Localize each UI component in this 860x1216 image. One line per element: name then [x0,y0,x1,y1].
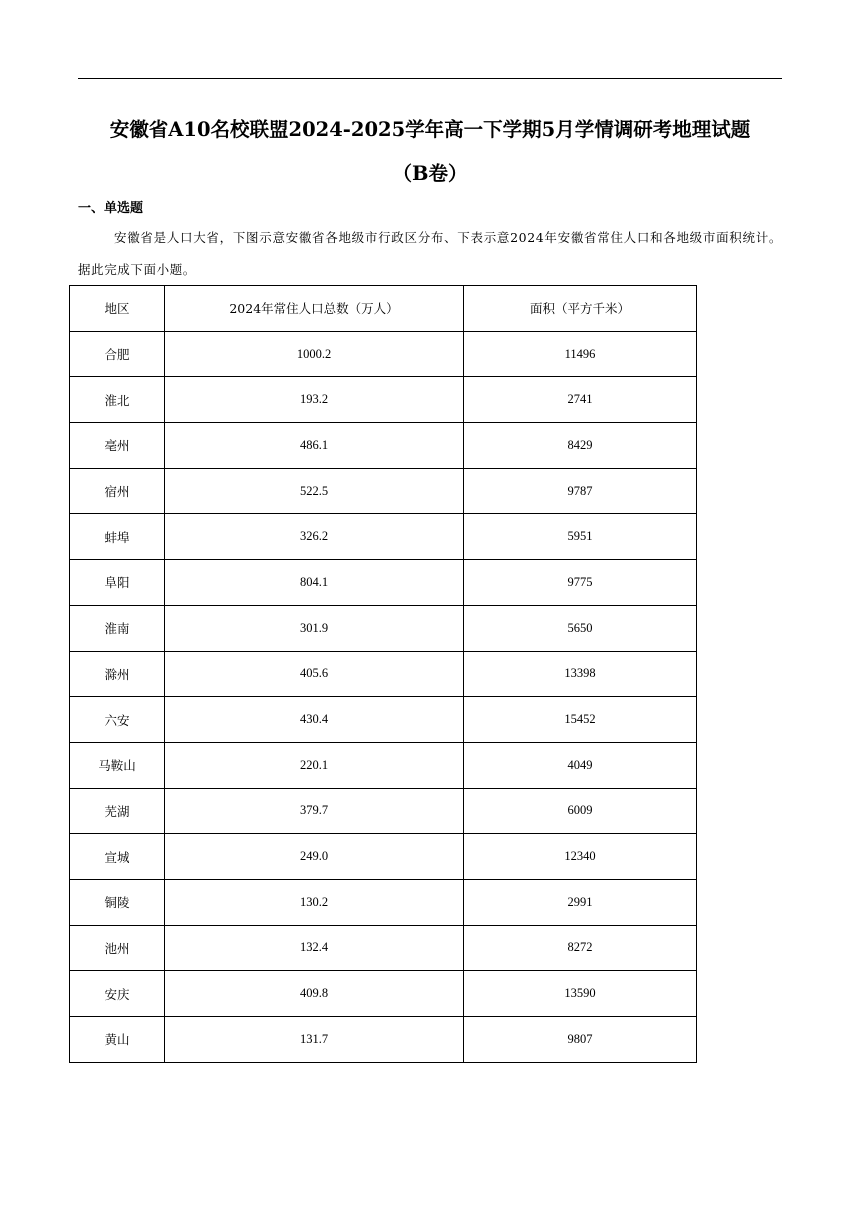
cell-region: 滁州 [70,651,165,697]
header-area: 面积（平方千米） [464,286,697,332]
cell-population: 430.4 [165,697,464,743]
section-heading: 一、单选题 [78,201,144,216]
table-row [70,468,697,514]
table-row [70,971,697,1017]
table-row [70,423,697,469]
table-header-row [70,286,697,332]
table-row [70,331,697,377]
cell-population: 220.1 [165,742,464,788]
top-rule [78,78,782,79]
table-row [70,514,697,560]
table-row [70,697,697,743]
table-row [70,377,697,423]
cell-population: 131.7 [165,1017,464,1063]
cell-area: 9807 [464,1017,697,1063]
cell-region: 淮南 [70,605,165,651]
cell-region: 宣城 [70,834,165,880]
cell-population: 326.2 [165,514,464,560]
document-title: 安徽省A10名校联盟2024-2025学年高一下学期5月学情调研考地理试题 [109,118,751,141]
cell-region: 亳州 [70,423,165,469]
cell-region: 六安 [70,697,165,743]
cell-region: 安庆 [70,971,165,1017]
cell-population: 804.1 [165,560,464,606]
table-row [70,834,697,880]
table-row [70,879,697,925]
cell-region: 宿州 [70,468,165,514]
cell-region: 合肥 [70,331,165,377]
cell-region: 池州 [70,925,165,971]
table-row [70,651,697,697]
cell-area: 9775 [464,560,697,606]
header-region: 地区 [70,286,165,332]
cell-population: 130.2 [165,879,464,925]
document-subtitle: （B卷） [392,162,468,185]
cell-population: 193.2 [165,377,464,423]
cell-population: 1000.2 [165,331,464,377]
cell-region: 芜湖 [70,788,165,834]
cell-area: 9787 [464,468,697,514]
cell-population: 522.5 [165,468,464,514]
cell-area: 13398 [464,651,697,697]
population-area-table [69,285,697,1063]
cell-area: 11496 [464,331,697,377]
cell-area: 15452 [464,697,697,743]
table-row [70,788,697,834]
table-row [70,1017,697,1063]
cell-region: 黄山 [70,1017,165,1063]
cell-region: 阜阳 [70,560,165,606]
cell-population: 132.4 [165,925,464,971]
cell-population: 379.7 [165,788,464,834]
cell-area: 4049 [464,742,697,788]
cell-population: 405.6 [165,651,464,697]
cell-region: 淮北 [70,377,165,423]
question-stem: 安徽省是人口大省，下图示意安徽省各地级市行政区分布、下表示意2024年安徽省常住人口和各地级市面积统计。据此完成下面小题。 [78,230,782,277]
table-row [70,742,697,788]
cell-population: 409.8 [165,971,464,1017]
cell-area: 13590 [464,971,697,1017]
cell-region: 马鞍山 [70,742,165,788]
cell-area: 5650 [464,605,697,651]
cell-region: 蚌埠 [70,514,165,560]
cell-population: 249.0 [165,834,464,880]
cell-area: 2741 [464,377,697,423]
cell-area: 2991 [464,879,697,925]
header-population: 2024年常住人口总数（万人） [165,286,464,332]
cell-area: 8272 [464,925,697,971]
cell-region: 铜陵 [70,879,165,925]
cell-area: 8429 [464,423,697,469]
table-row [70,605,697,651]
cell-population: 486.1 [165,423,464,469]
cell-area: 5951 [464,514,697,560]
table-row [70,925,697,971]
cell-area: 12340 [464,834,697,880]
table-row [70,560,697,606]
cell-population: 301.9 [165,605,464,651]
cell-area: 6009 [464,788,697,834]
